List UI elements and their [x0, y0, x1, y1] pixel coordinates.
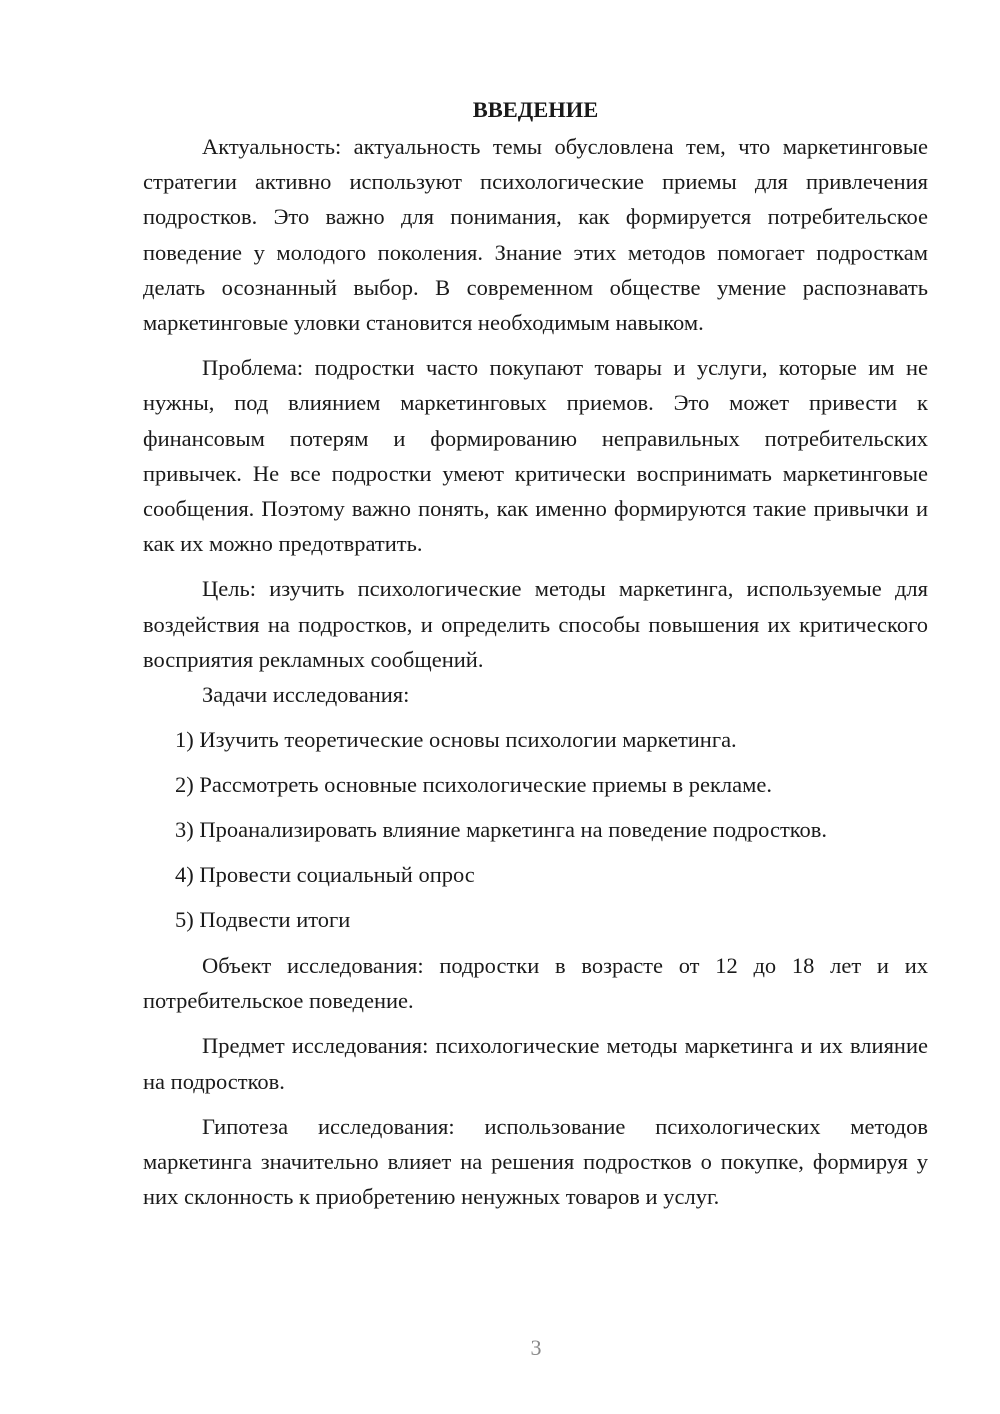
page-title: ВВЕДЕНИЕ [472, 97, 599, 122]
paragraph-subject: Предмет исследования: психологические методы маркетинга и их влияние на подростков. [143, 1033, 928, 1094]
document-page [143, 92, 928, 1214]
tasks-list [143, 722, 928, 937]
page-number: 3 [530, 1335, 542, 1360]
paragraph-object: Объект исследования: подростки в возрасте от 12 до 18 лет и их потребительское поведение. [143, 953, 928, 1014]
tasks-heading: Задачи исследования: [202, 682, 410, 708]
paragraph-relevance: Актуальность: актуальность темы обусловлена тем, что маркетинговые стратегии активно используют психологические приемы для привлечения подростков. Это важно для понимания, как формируется потребительское поведение у молодого поколения. Знание этих методов помогает подросткам делать осознанный выбор. В современном обществе умение распознавать маркетинговые уловки становится необходимым навыком. [143, 134, 928, 336]
task-item-2: 2) Рассмотреть основные психологические приемы в рекламе. [175, 772, 772, 798]
task-item-5: 5) Подвести итоги [175, 907, 351, 933]
paragraph-problem: Проблема: подростки часто покупают товары и услуги, которые им не нужны, под влиянием маркетинговых приемов. Это может привести к финансовым потерям и формированию неправильных потребительских привычек. Не все подростки умеют критически воспринимать маркетинговые сообщения. Поэтому важно понять, как именно формируются такие привычки и как их можно предотвратить. [143, 355, 928, 557]
task-item-1: 1) Изучить теоретические основы психологии маркетинга. [175, 727, 737, 753]
task-item-3: 3) Проанализировать влияние маркетинга на поведение подростков. [175, 817, 828, 843]
paragraph-hypothesis: Гипотеза исследования: использование психологических методов маркетинга значительно влияет на решения подростков о покупке, формируя у них склонность к приобретению ненужных товаров и услуг. [143, 1113, 928, 1210]
task-item-4: 4) Провести социальный опрос [175, 862, 475, 888]
paragraph-goal: Цель: изучить психологические методы маркетинга, используемые для воздействия на подростков, и определить способы повышения их критического восприятия рекламных сообщений. [143, 576, 928, 672]
